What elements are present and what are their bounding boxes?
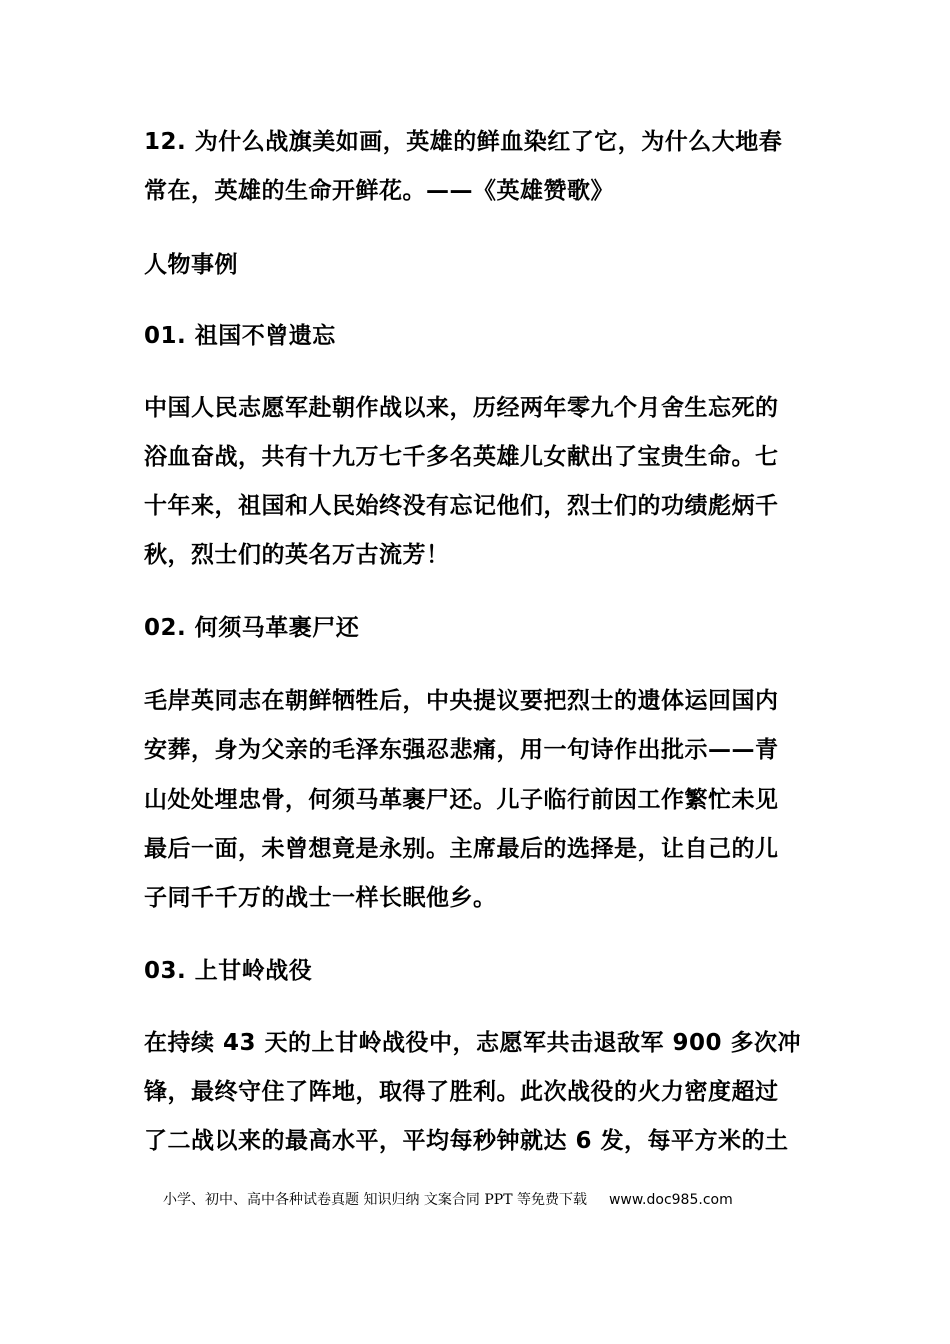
example-03-line-1: 在持续 43 天的上甘岭战役中，志愿军共击退敌军 900 多次冲 — [144, 1030, 802, 1056]
example-02-heading: 02. 何须马革裹尸还 — [144, 615, 360, 641]
example-01-line-1: 中国人民志愿军赴朝作战以来，历经两年零九个月舍生忘死的 — [144, 395, 779, 421]
example-02-line-1: 毛岸英同志在朝鲜牺牲后，中央提议要把烈士的遗体运回国内 — [144, 688, 779, 714]
quote-12-line-1: 12. 为什么战旗美如画，英雄的鲜血染红了它，为什么大地春 — [144, 129, 783, 155]
section-heading: 人物事例 — [144, 252, 238, 278]
example-03-line-3: 了二战以来的最高水平，平均每秒钟就达 6 发，每平方米的土 — [144, 1128, 789, 1154]
example-03-line-2: 锋，最终守住了阵地，取得了胜利。此次战役的火力密度超过 — [144, 1079, 779, 1105]
example-03-heading: 03. 上甘岭战役 — [144, 958, 313, 984]
example-02-line-3: 山处处埋忠骨，何须马革裹尸还。儿子临行前因工作繁忙未见 — [144, 787, 779, 813]
example-02-line-4: 最后一面，未曾想竟是永别。主席最后的选择是，让自己的儿 — [144, 836, 779, 862]
page-footer — [163, 1190, 733, 1210]
example-02-line-5: 子同千千万的战士一样长眠他乡。 — [144, 885, 497, 911]
example-01-line-3: 十年来，祖国和人民始终没有忘记他们，烈士们的功绩彪炳千 — [144, 493, 779, 519]
footer-url: www.doc985.com — [608, 1192, 733, 1208]
example-01-heading: 01. 祖国不曾遗忘 — [144, 323, 336, 349]
quote-12-line-2: 常在，英雄的生命开鲜花。——《英雄赞歌》 — [144, 178, 614, 204]
example-01-line-2: 浴血奋战，共有十九万七千多名英雄儿女献出了宝贵生命。七 — [144, 444, 779, 470]
example-02-line-2: 安葬，身为父亲的毛泽东强忍悲痛，用一句诗作出批示——青 — [144, 737, 779, 763]
footer-text: 小学、初中、高中各种试卷真题 知识归纳 文案合同 PPT 等免费下载 — [163, 1192, 587, 1208]
example-01-line-4: 秋，烈士们的英名万古流芳！ — [144, 542, 450, 568]
